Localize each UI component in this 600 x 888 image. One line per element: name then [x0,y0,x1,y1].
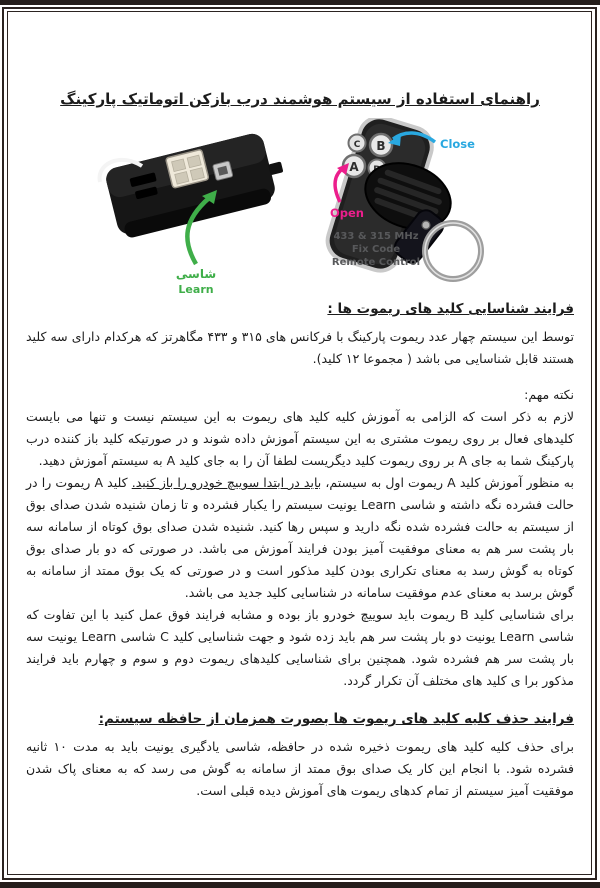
receiver-unit-image [96,120,301,298]
paragraph-learn-key-a [26,472,574,604]
receiver-label-en: Learn [178,283,214,296]
remote-caption-line1: 433 & 315 MHz [333,231,419,242]
learn-button [213,161,233,181]
remote-button-c [349,135,366,152]
paragraph-learn-key-a-start: به منظور آموزش کلید A ریموت اول به سیستم، [321,475,574,490]
section-heading-identify: فرایند شناسایی کلید های ریموت ها : [327,301,574,317]
remote-caption-line3: Remote Control [331,257,421,268]
keyring [425,223,481,279]
figures-row [26,116,574,296]
page-edge-bottom [0,882,600,888]
receiver-label-fa: شاسی [175,267,217,281]
remote-caption-line2: Fix Code [351,244,401,255]
strap-rivet [422,221,430,229]
page-title: راهنمای استفاده از سیستم هوشمند درب بازکن اتوماتیک پارکینگ [60,90,540,108]
paragraph-learn-key-a-rest: کلید A ریموت را در حالت فشرده نگه داشته و شاسی Learn یونیت سیستم را یکبار فشرده و تا زمان شنیده شدن صدای بوق از سیستم به حالت فشرده شده نگه دارید و سپس رها کنید. شنیده شدن صدای بوق کوتاه از سامانه سه بار پشت سر هم به معنای موفقیت آمیز بودن فرایند آموزش می باشد. در صورتی که دو بار صدای بوق کوتاه به گوش رسد به معنای تکراری بودن کلید مذکور است و در صورتی که یک بوق ممتد از سامانه به گوش برسد به معنای عدم موفقیت سامانه در شناسایی کلید جدید می باشد. [26,475,574,600]
button-a-label: A [349,160,359,174]
paragraph-erase-memory: برای حذف کلیه کلید های ریموت ذخیره شده در حافظه، شاسی یادگیری یونیت باید به مدت ۱۰ ثانیه فشرده شود. با انجام این کار یک صدای بوق ممتد از سامانه به گوش می رسد که به معنای پاک شدن موفقیت آمیز سیستم از تمام کدهای ریموت های آموزش دیده قبلی است. [26,739,575,798]
remote-control-image [320,118,510,296]
open-label: Open [330,206,364,220]
close-label: Close [440,137,475,151]
remote-button-b [370,134,392,156]
receiver-body [104,128,290,240]
paragraph-identify-intro: توسط این سیستم چهار عدد ریموت پارکینگ با فرکانس های ۳۱۵ و ۴۳۳ مگاهرتز که هرکدام دارای سه کلید هستند قابل شناسایی می باشد ( مجموعا ۱۲ کلید). [26,329,574,366]
manual-page [26,0,574,802]
paragraph-learn-key-a-underlined: باید در ابتدا سوییچ خودرو را باز کنید. [131,475,322,490]
important-note-label: نکته مهم: [524,387,574,402]
button-c-label: C [353,140,361,150]
paragraph-important-note: لازم به ذکر است که الزامی به آموزش کلیه کلید های ریموت به این سیستم نیست و تنها می بایست کلیدهای فعال بر روی ریموت مشتری به این سیستم آموزش داده شوند و در صورتیکه کلید باز کننده درب پارکینگ شما به جای A بر روی ریموت کلید دیگریست لطفا آن را به جای کلید A به سیستم آموزش دهید. [26,409,574,468]
section-heading-erase: فرایند حذف کلیه کلید های ریموت ها بصورت همزمان از حافظه سیستم: [98,711,574,727]
button-b-label: B [376,139,386,153]
paragraph-learn-keys-b-c: برای شناسایی کلید B ریموت باید سوییچ خودرو باز بوده و مشابه فرایند فوق عمل کنید با این تفاوت که شاسی Learn یونیت دو بار پشت سر هم باید زده شود و جهت شناسایی کلید C شاسی Learn یونیت سه بار پشت سر هم فشرده شود. همچنین برای شناسایی کلیدهای ریموت دوم و سوم و چهارم باید فرایند مذکور برا ی کلید های مختلف آن تکرار گردد. [26,607,574,688]
